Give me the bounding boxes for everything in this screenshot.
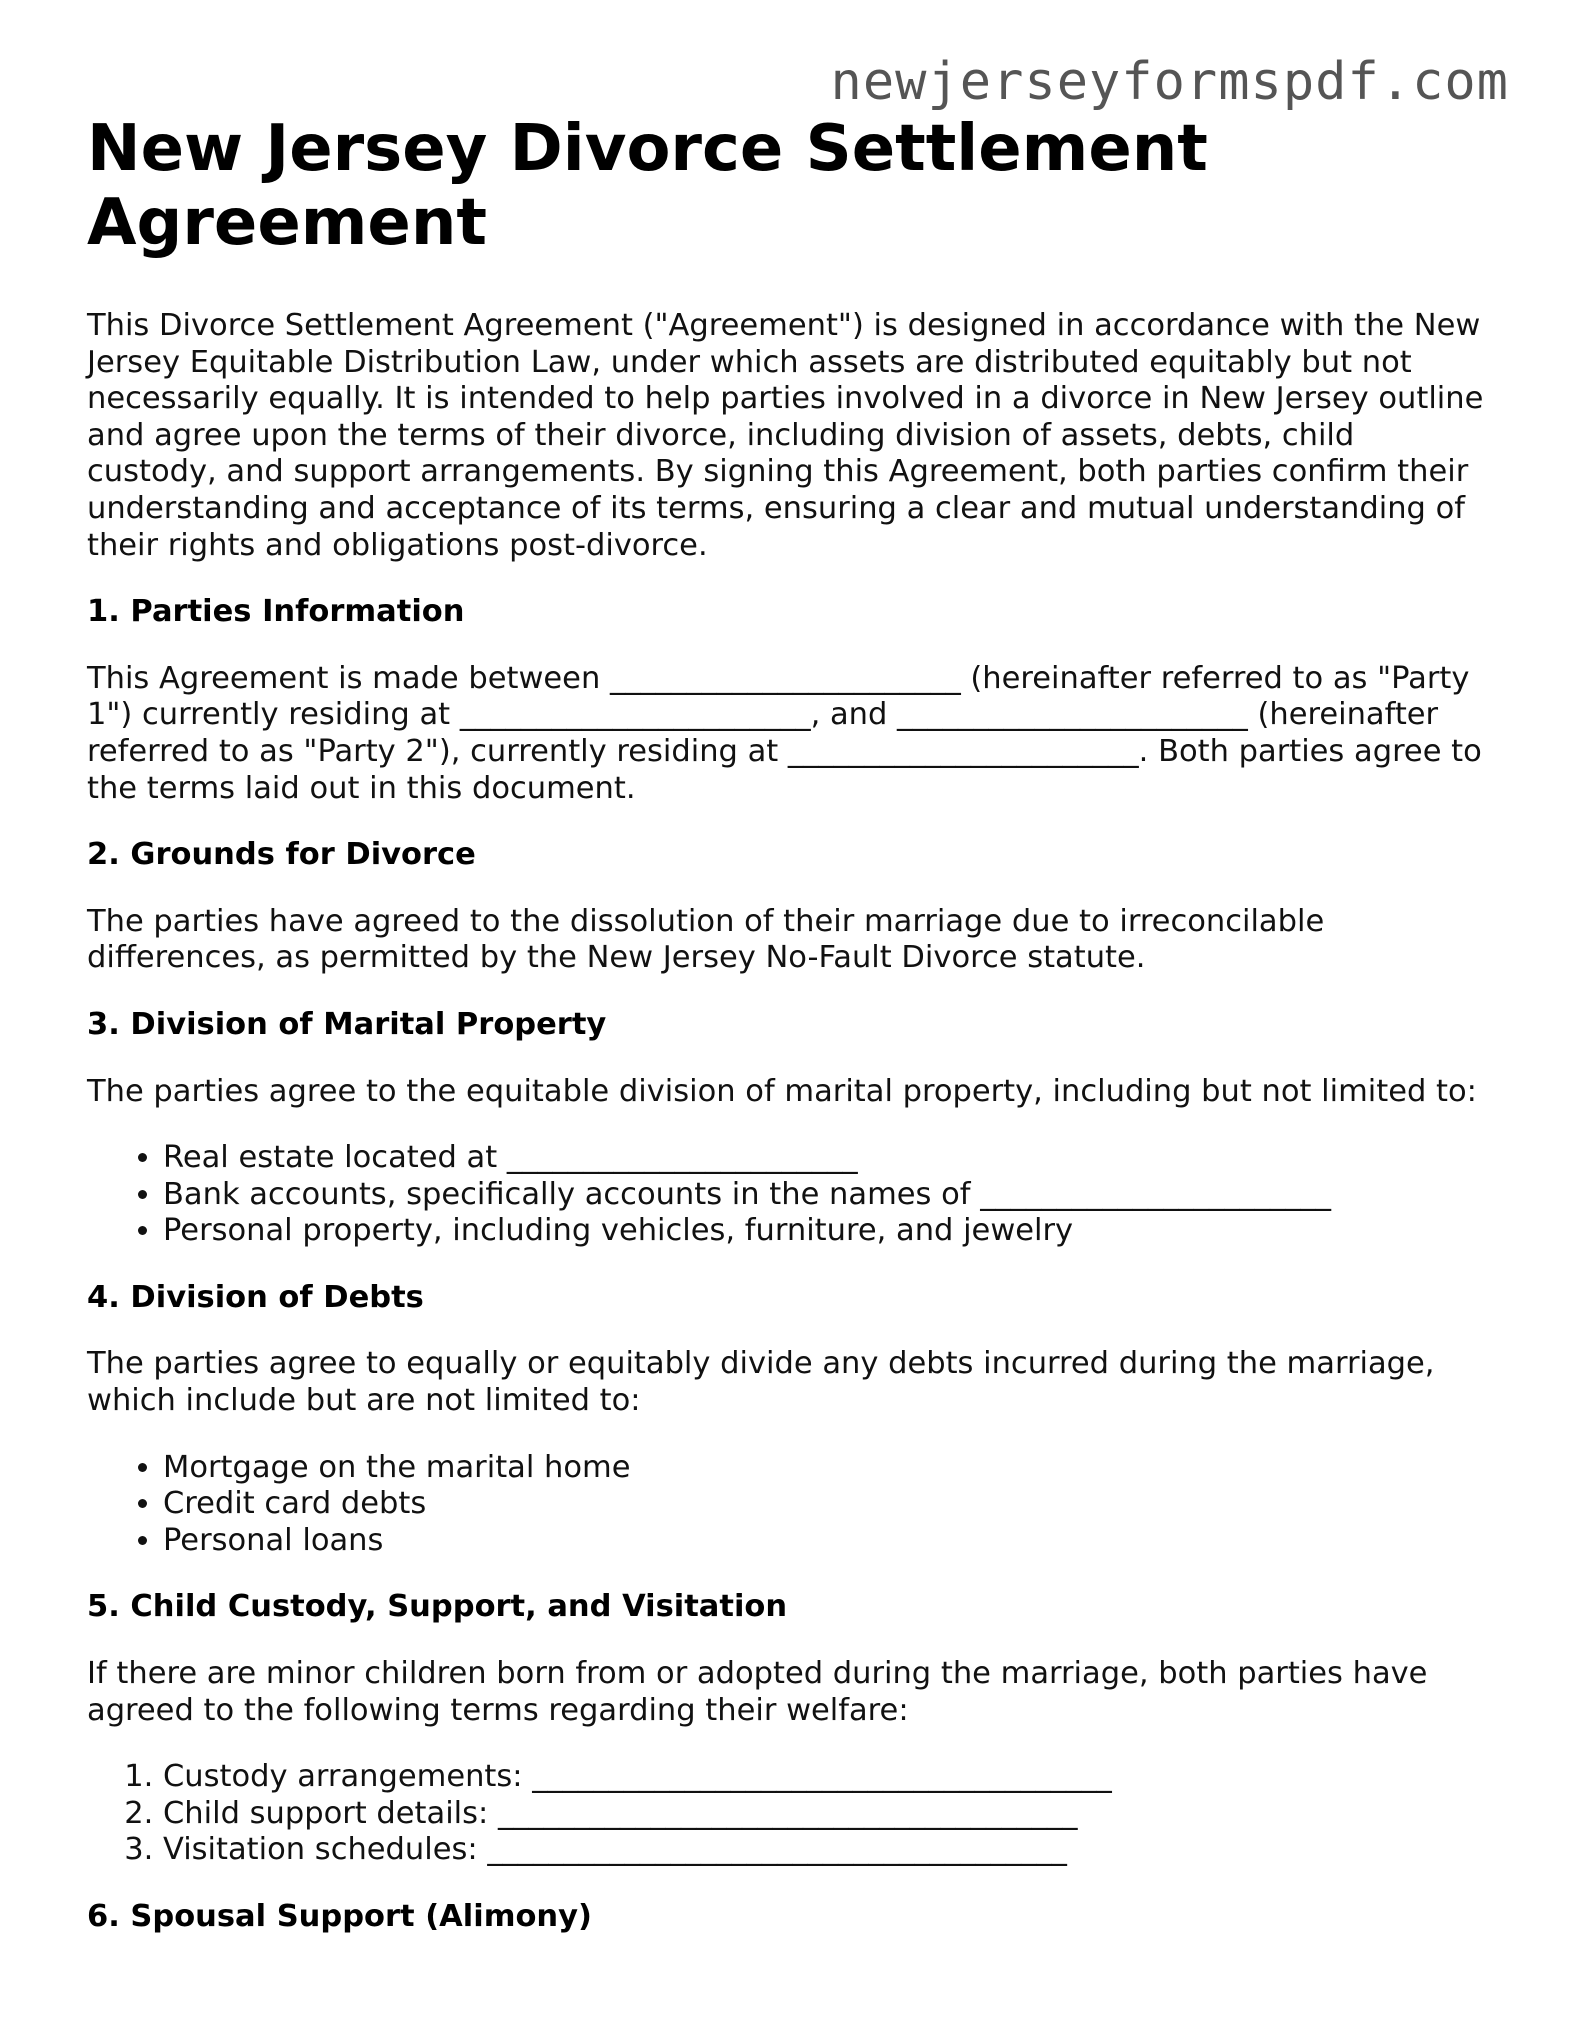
section-heading-property: 3. Division of Marital Property [87,1006,607,1042]
list-item: • Personal property, including vehicles, furniture, and jewelry [163,1213,1492,1250]
list-item: 2. Child support details: ______________________________________ [163,1796,1492,1833]
list-item: 1. Custody arrangements: ______________________________________ [163,1759,1492,1796]
debts-list [87,1450,1492,1560]
children-terms-list [87,1759,1492,1869]
section-heading-grounds: 2. Grounds for Divorce [87,837,476,873]
section-body-children: If there are minor children born from or adopted during the marriage, both parties have agreed to the following terms regarding their welfare: [87,1656,1428,1728]
list-item: 3. Visitation schedules: ______________________________________ [163,1832,1492,1869]
section-heading-alimony: 6. Spousal Support (Alimony) [87,1899,592,1934]
list-item: • Credit card debts [163,1486,1492,1523]
list-item: • Personal loans [163,1523,1492,1560]
watermark-text: newjerseyformspdf.com [830,52,1509,112]
list-item: • Real estate located at _______________________ [163,1140,1492,1177]
list-item: • Bank accounts, specifically accounts in the names of _______________________ [163,1177,1492,1214]
document-title: New Jersey Divorce Settlement Agreement [87,112,1208,260]
list-item: • Mortgage on the marital home [163,1450,1492,1487]
property-list [87,1140,1492,1250]
document-body [87,112,1492,1936]
section-heading-debts: 4. Division of Debts [87,1279,424,1315]
section-heading-children: 5. Child Custody, Support, and Visitation [87,1589,788,1625]
section-body-property: The parties agree to the equitable division of marital property, including but not limited to: [87,1073,1477,1109]
intro-paragraph: This Divorce Settlement Agreement ("Agreement") is designed in accordance with the New Jersey Equitable Distribution Law, under which assets are distributed equitably but not necessarily equally. It is intended to help parties involved in a divorce in New Jersey outline and agree upon the terms of their divorce, including division of assets, debts, child custody, and support arrangements. By signing this Agreement, both parties confirm their understanding and acceptance of its terms, ensuring a clear and mutual understanding of their rights and obligations post-divorce. [87,308,1484,563]
section-body-parties: This Agreement is made between _______________________ (hereinafter referred to as "Party 1") currently residing at _______________________, and _______________________ (hereinafter referred to as "Party 2"), currently residing at _______________________. Both parties agree to the terms laid out in this document. [87,660,1482,806]
section-body-debts: The parties agree to equally or equitably divide any debts incurred during the marriage, which include but are not limited to: [87,1346,1435,1419]
section-heading-parties: 1. Parties Information [87,594,465,630]
section-body-grounds: The parties have agreed to the dissolution of their marriage due to irreconcilable differences, as permitted by the New Jersey No-Fault Divorce statute. [87,903,1325,976]
